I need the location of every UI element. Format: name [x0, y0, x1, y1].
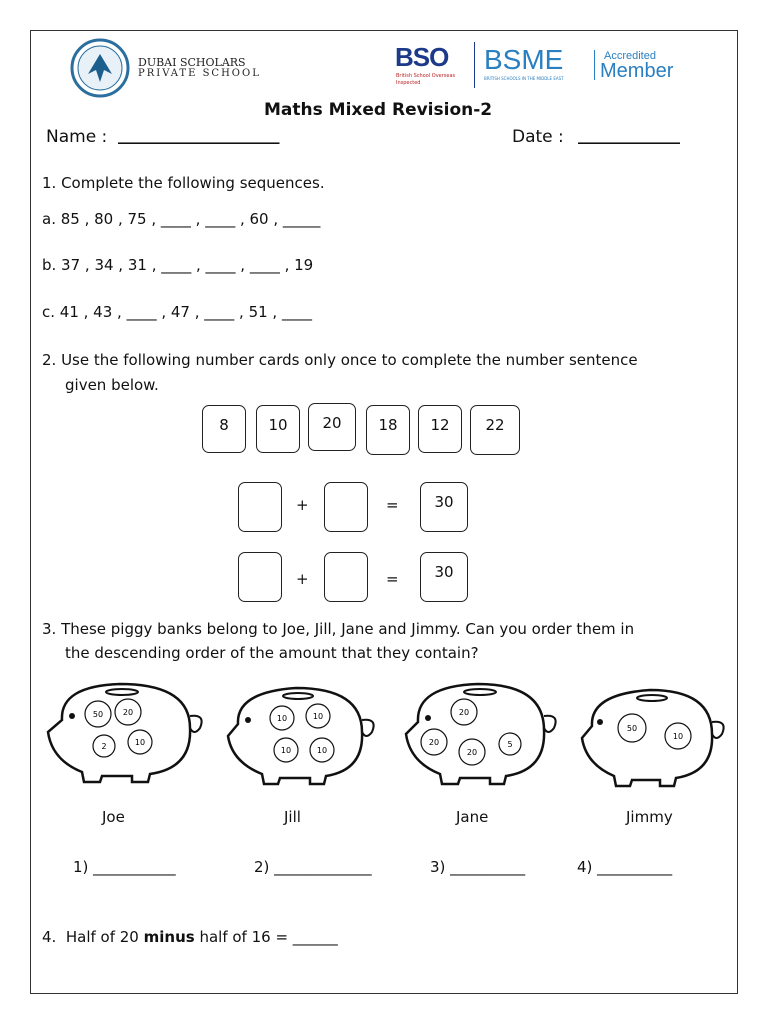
answer-box[interactable] [238, 482, 282, 532]
school-crest-icon [70, 38, 130, 98]
answer-blank-1[interactable]: 1) ___________ [73, 858, 176, 876]
answer-blank-3[interactable]: 3) __________ [430, 858, 526, 876]
number-card[interactable]: 20 [308, 403, 356, 451]
coin-label: 10 [312, 712, 324, 721]
q3-prompt-line2: the descending order of the amount that they contain? [65, 644, 479, 662]
q2-prompt-line1: 2. Use the following number cards only once to complete the number sentence [42, 351, 638, 369]
coin-label: 50 [626, 724, 638, 733]
worksheet-title: Maths Mixed Revision-2 [264, 100, 493, 120]
school-name-line2: PRIVATE SCHOOL [138, 68, 261, 79]
coin-label: 20 [428, 738, 440, 747]
number-card[interactable]: 12 [418, 405, 462, 453]
bsme-tagline: BRITISH SCHOOLS IN THE MIDDLE EAST [484, 76, 564, 81]
coin-label: 5 [507, 740, 513, 749]
number-card[interactable]: 8 [202, 405, 246, 453]
q4-prefix: 4. Half of 20 [42, 928, 144, 946]
q1-sequence-a: a. 85 , 80 , 75 , ____ , ____ , 60 , _____ [42, 210, 321, 228]
q2-prompt-line2: given below. [65, 376, 159, 394]
answer-blank-2[interactable]: 2) _____________ [254, 858, 372, 876]
member-divider [594, 50, 595, 80]
coin-label: 2 [101, 742, 107, 751]
q4-question [42, 928, 338, 946]
equals-sign: = [386, 496, 399, 514]
plus-sign: + [296, 570, 309, 588]
coin-label: 20 [458, 708, 470, 717]
answer-blank-4[interactable]: 4) __________ [577, 858, 673, 876]
answer-box[interactable] [324, 552, 368, 602]
number-card[interactable]: 22 [470, 405, 520, 455]
q1-sequence-c: c. 41 , 43 , ____ , 47 , ____ , 51 , ____ [42, 303, 312, 321]
school-name-line1: DUBAI SCHOLARS [138, 56, 246, 69]
q1-prompt: 1. Complete the following sequences. [42, 174, 325, 192]
bso-logo: BSO [395, 42, 449, 72]
coin-label: 50 [92, 710, 104, 719]
q4-bold-word: minus [143, 928, 195, 946]
bsme-logo: BSME [484, 44, 564, 75]
answer-box[interactable] [324, 482, 368, 532]
result-card: 30 [420, 482, 468, 532]
q3-prompt-line1: 3. These piggy banks belong to Joe, Jill, Jane and Jimmy. Can you order them in [42, 620, 635, 638]
result-card: 30 [420, 552, 468, 602]
coin-label: 10 [134, 738, 146, 747]
piggy-owner-joe: Joe [102, 808, 125, 826]
number-card[interactable]: 10 [256, 405, 300, 453]
accredited-label: Accredited [604, 50, 656, 62]
date-label: Date : [512, 127, 564, 147]
number-card[interactable]: 18 [366, 405, 410, 455]
coin-label: 20 [466, 748, 478, 757]
logo-divider [474, 42, 475, 88]
q1-sequence-b: b. 37 , 34 , 31 , ____ , ____ , ____ , 19 [42, 256, 314, 274]
answer-box[interactable] [238, 552, 282, 602]
member-label: Member [600, 60, 674, 82]
piggy-bank-jimmy-icon [578, 682, 738, 792]
equals-sign: = [386, 570, 399, 588]
bso-tagline-1: British School Overseas [396, 73, 456, 79]
coin-label: 10 [672, 732, 684, 741]
name-label: Name : [46, 127, 108, 147]
piggy-bank-jill-icon [222, 680, 382, 790]
piggy-bank-joe-icon [40, 676, 210, 786]
coin-label: 10 [276, 714, 288, 723]
piggy-owner-jimmy: Jimmy [626, 808, 673, 826]
plus-sign: + [296, 496, 309, 514]
coin-label: 20 [122, 708, 134, 717]
date-field[interactable]: ____________ [578, 125, 680, 145]
name-field[interactable]: ___________________ [118, 125, 280, 145]
q4-suffix: half of 16 = ______ [194, 928, 338, 946]
piggy-bank-jane-icon [398, 676, 568, 790]
piggy-owner-jill: Jill [284, 808, 301, 826]
bso-tagline-2: Inspected [396, 80, 421, 86]
coin-label: 10 [280, 746, 292, 755]
coin-label: 10 [316, 746, 328, 755]
piggy-owner-jane: Jane [456, 808, 489, 826]
